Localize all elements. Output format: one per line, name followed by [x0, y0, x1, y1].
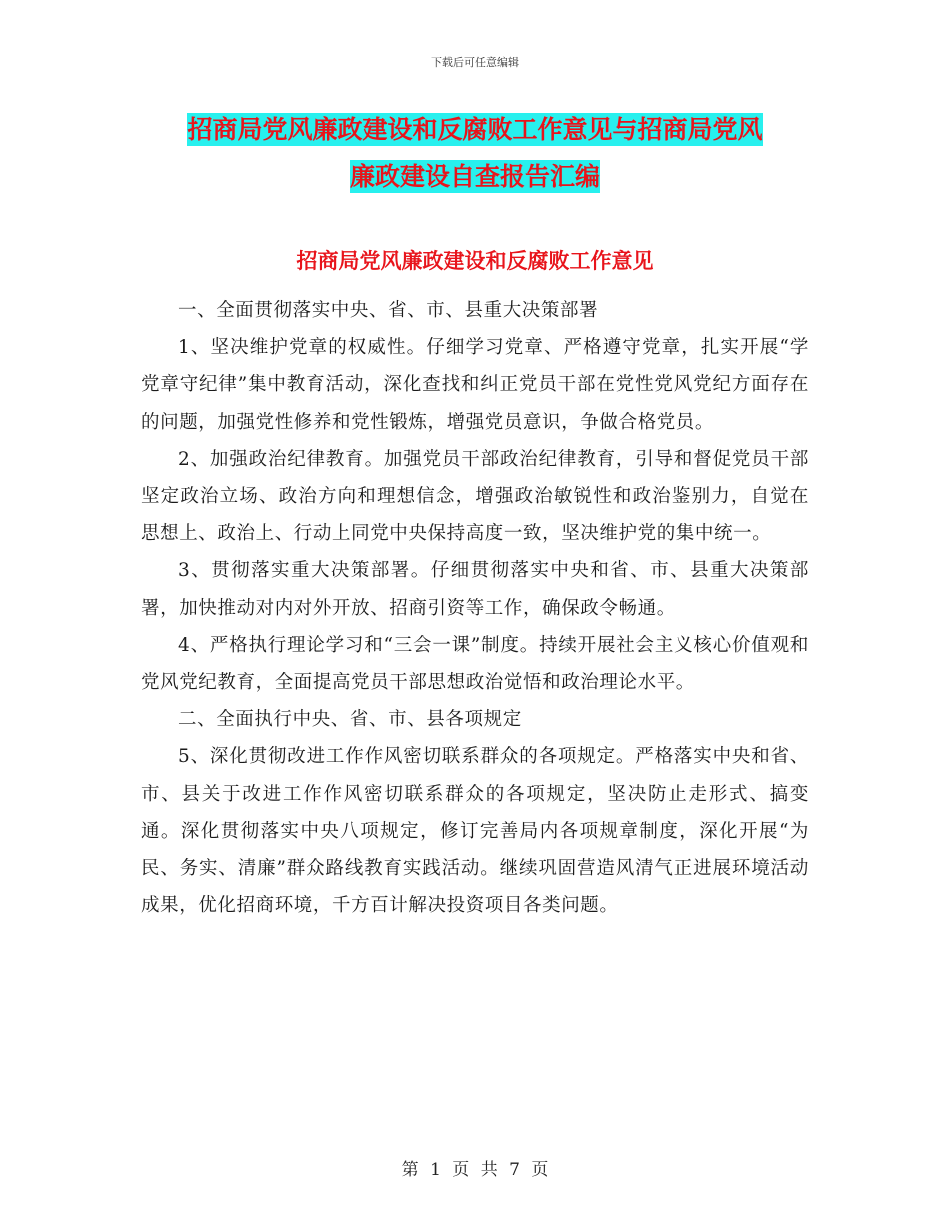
- paragraph-heading-1: 一、全面贯彻落实中央、省、市、县重大决策部署: [178, 300, 599, 321]
- document-body: [141, 292, 809, 924]
- document-title: [140, 106, 810, 200]
- paragraph-item-3: 3、贯彻落实重大决策部署。仔细贯彻落实中央和省、市、县重大决策部署，加快推动对内对外开放、招商引资等工作，确保政令畅通。: [141, 560, 809, 619]
- header-note: 下载后可任意编辑: [431, 56, 519, 69]
- section-title: 招商局党风廉政建设和反腐败工作意见: [296, 248, 654, 273]
- paragraph-item-2: 2、加强政治纪律教育。加强党员干部政治纪律教育，引导和督促党员干部坚定政治立场、政治方向和理想信念，增强政治敏锐性和政治鉴别力，自觉在思想上、政治上、行动上同党中央保持高度一致，坚决维护党的集中统一。: [141, 448, 809, 545]
- paragraph-heading-2: 二、全面执行中央、省、市、县各项规定: [178, 709, 522, 731]
- paragraph-item-5: 5、深化贯彻改进工作作风密切联系群众的各项规定。严格落实中央和省、市、县关于改进工作作风密切联系群众的各项规定，坚决防止走形式、搞变通。深化贯彻落实中央八项规定，修订完善局内各项规章制度，深化开展“为民、务实、清廉”群众路线教育实践活动。继续巩固营造风清气正进展环境活动成果，优化招商环境，千方百计解决投资项目各类问题。: [141, 746, 809, 917]
- document-title-line1: 招商局党风廉政建设和反腐败工作意见与招商局党风: [187, 115, 763, 144]
- document-title-line2: 廉政建设自查报告汇编: [349, 162, 600, 191]
- paragraph-item-4: 4、严格执行理论学习和“三会一课”制度。持续开展社会主义核心价值观和党风党纪教育，全面提高党员干部思想政治觉悟和政治理论水平。: [141, 634, 809, 694]
- page-footer: 第 1 页 共 7 页: [401, 1160, 549, 1180]
- paragraph-item-1: 1、坚决维护党章的权威性。仔细学习党章、严格遵守党章，扎实开展“学党章守纪律”集中教育活动，深化查找和纠正党员干部在党性党风党纪方面存在的问题，加强党性修养和党性锻炼，增强党员意识，争做合格党员。: [141, 337, 809, 433]
